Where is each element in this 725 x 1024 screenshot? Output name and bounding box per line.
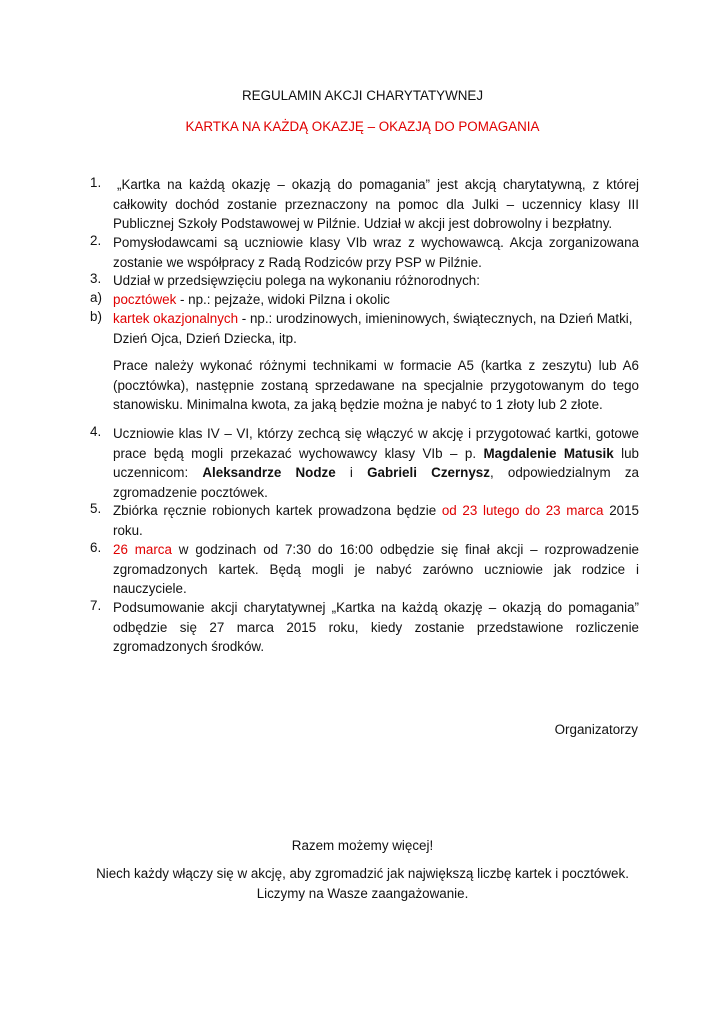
item-4-teacher-name: Magdalenie Matusik bbox=[483, 445, 614, 461]
item-5 bbox=[113, 501, 639, 540]
item-number-6: 6. bbox=[90, 540, 102, 555]
item-4-student-name-2: Gabrieli Czernysz bbox=[367, 465, 490, 481]
item-4-student-name-1: Aleksandrze Nodze bbox=[202, 465, 336, 481]
item-4-text-b: lub uczennicom: bbox=[113, 445, 639, 481]
footer-slogan: Razem możemy więcej! bbox=[291, 838, 434, 853]
document-title: REGULAMIN AKCJI CHARYTATYWNEJ bbox=[241, 88, 484, 103]
item-6-text: w godzinach od 7:30 do 16:00 odbędzie się finał akcji – rozprowadzenie zgromadzonych kartek. Będą mogli je nabyć zarówno uczniowie jak rodzice i nauczyciele. bbox=[113, 542, 639, 597]
item-b-text: - np.: urodzinowych, imieninowych, świątecznych, na Dzień Matki, Dzień Ojca, Dzień Dziecka, itp. bbox=[113, 311, 633, 346]
technique-note: Prace należy wykonać różnymi technikami w formacie A5 (kartka z zeszytu) lub A6 (pocztówka), następnie zostaną sprzedawane na specjalnie przygotowanym do tego stanowisku. Minimalna kwota, za jaką będzie można je nabyć to 1 złoty lub 2 złote. bbox=[113, 358, 639, 413]
item-1-text: „Kartka na każdą okazję – okazją do pomagania” jest akcją charytatywną, z której całkowity dochód zostanie przeznaczony na pomoc dla Julki – uczennicy klasy III Publicznej Szkoły Podstawowej w Pilźnie. Udział w akcji jest dobrowolny i bezpłatny. bbox=[113, 177, 639, 232]
item-number-1: 1. bbox=[90, 175, 102, 190]
item-number-3: 3. bbox=[90, 271, 102, 286]
item-3-text: Udział w przedsięwzięciu polega na wykonaniu różnorodnych: bbox=[113, 273, 480, 288]
item-4-text-a: Uczniowie klas IV – VI, którzy zechcą się włączyć w akcję i przygotować kartki, gotowe prace będą mogli przekazać wychowawcy klasy VIb – p. bbox=[113, 426, 639, 461]
item-5-text-a: Zbiórka ręcznie robionych kartek prowadzona będzie bbox=[113, 503, 442, 518]
item-7-text: Podsumowanie akcji charytatywnej „Kartka na każdą okazję – okazją do pomagania” odbędzie się 27 marca 2015 roku, kiedy zostanie przedstawione rozliczenie zgromadzonych środków. bbox=[113, 600, 639, 655]
item-6 bbox=[113, 540, 639, 599]
footer-thanks: Liczymy na Wasze zaangażowanie. bbox=[256, 886, 469, 901]
item-number-7: 7. bbox=[90, 598, 102, 613]
footer-appeal: Niech każdy włączy się w akcję, aby zgromadzić jak największą liczbę kartek i pocztówek. bbox=[96, 866, 629, 881]
item-a bbox=[113, 290, 639, 310]
item-4-text-d: , odpowiedzialnym za zgromadzenie pocztówek. bbox=[113, 465, 639, 500]
item-letter-b: b) bbox=[90, 309, 102, 324]
item-a-text: - np.: pejzaże, widoki Pilzna i okolic bbox=[176, 292, 390, 307]
item-2-text: Pomysłodawcami są uczniowie klasy VIb wraz z wychowawcą. Akcja zorganizowana zostanie we współpracy z Radą Rodziców przy PSP w Pilźnie. bbox=[113, 235, 639, 270]
signature: Organizatorzy bbox=[554, 722, 638, 737]
document-subtitle: KARTKA NA KAŻDĄ OKAZJĘ – OKAZJĄ DO POMAGANIA bbox=[185, 119, 540, 134]
item-number-4: 4. bbox=[90, 424, 102, 439]
item-b bbox=[113, 309, 639, 348]
item-5-text-b: 2015 roku. bbox=[113, 503, 639, 538]
item-number-5: 5. bbox=[90, 501, 102, 516]
item-letter-a: a) bbox=[90, 290, 102, 305]
item-a-highlight: pocztówek bbox=[113, 292, 177, 307]
item-6-date: 26 marca bbox=[113, 542, 172, 557]
item-number-2: 2. bbox=[90, 233, 102, 248]
item-4-text-c: i bbox=[335, 465, 368, 481]
item-b-highlight: kartek okazjonalnych bbox=[113, 311, 239, 326]
item-5-date-range: od 23 lutego do 23 marca bbox=[441, 503, 604, 518]
item-4 bbox=[113, 424, 639, 502]
